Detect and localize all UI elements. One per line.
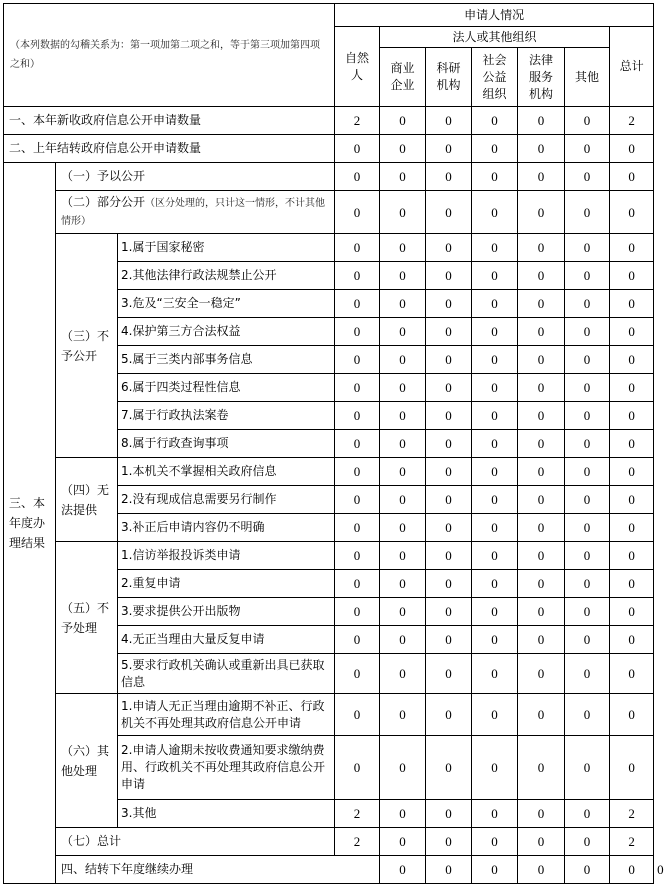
value-cell-social: 0 bbox=[472, 626, 518, 654]
value-cell-commercial: 0 bbox=[380, 654, 426, 694]
value-cell-legal-service: 0 bbox=[518, 346, 565, 374]
value-cell-social: 0 bbox=[472, 458, 518, 486]
value-cell-commercial: 0 bbox=[380, 346, 426, 374]
value-cell-other: 0 bbox=[565, 694, 610, 736]
value-cell-research: 0 bbox=[426, 570, 472, 598]
value-cell-natural-person: 2 bbox=[335, 800, 380, 828]
value-cell-legal-service: 0 bbox=[518, 514, 565, 542]
value-cell-research: 0 bbox=[426, 346, 472, 374]
value-cell-total: 0 bbox=[610, 262, 654, 290]
header-commercial: 商业企业 bbox=[380, 48, 426, 107]
value-cell-other: 0 bbox=[565, 514, 610, 542]
row-label: 2.申请人逾期未按收费通知要求缴纳费用、行政机关不再处理其政府信息公开申请 bbox=[118, 736, 335, 800]
value-cell-research: 0 bbox=[426, 514, 472, 542]
group-3-label: （三）不予公开 bbox=[56, 234, 118, 458]
value-cell-commercial: 0 bbox=[380, 458, 426, 486]
value-cell-total: 0 bbox=[610, 163, 654, 191]
value-cell-commercial: 0 bbox=[380, 430, 426, 458]
group-6-label: （六）其他处理 bbox=[56, 694, 118, 828]
value-cell-social: 0 bbox=[472, 346, 518, 374]
value-cell-social: 0 bbox=[472, 290, 518, 318]
value-cell-research: 0 bbox=[426, 402, 472, 430]
value-cell-other: 0 bbox=[565, 107, 610, 135]
header-social: 社会公益组织 bbox=[472, 48, 518, 107]
value-cell-other: 0 bbox=[565, 346, 610, 374]
value-cell-legal-service: 0 bbox=[518, 486, 565, 514]
value-cell-other: 0 bbox=[565, 458, 610, 486]
value-cell-legal-service: 0 bbox=[518, 542, 565, 570]
value-cell-legal-service: 0 bbox=[518, 694, 565, 736]
value-cell-research: 0 bbox=[426, 107, 472, 135]
row-label-main: （二）部分公开 bbox=[61, 195, 146, 209]
value-cell-natural-person: 0 bbox=[380, 856, 426, 884]
value-cell-research: 0 bbox=[426, 800, 472, 828]
value-cell-natural-person: 0 bbox=[335, 262, 380, 290]
header-research: 科研机构 bbox=[426, 48, 472, 107]
value-cell-natural-person: 0 bbox=[335, 570, 380, 598]
row-label: 1.信访举报投诉类申请 bbox=[118, 542, 335, 570]
value-cell-natural-person: 0 bbox=[335, 163, 380, 191]
value-cell-natural-person: 0 bbox=[335, 290, 380, 318]
value-cell-total: 0 bbox=[610, 430, 654, 458]
header-other: 其他 bbox=[565, 48, 610, 107]
value-cell-natural-person: 0 bbox=[335, 374, 380, 402]
row-label: 1.本机关不掌握相关政府信息 bbox=[118, 458, 335, 486]
value-cell-total: 0 bbox=[610, 570, 654, 598]
value-cell-other: 0 bbox=[565, 430, 610, 458]
value-cell-social: 0 bbox=[472, 402, 518, 430]
value-cell-legal-service: 0 bbox=[518, 290, 565, 318]
value-cell-total: 0 bbox=[610, 374, 654, 402]
value-cell-natural-person: 0 bbox=[335, 694, 380, 736]
value-cell-commercial: 0 bbox=[380, 694, 426, 736]
value-cell-commercial: 0 bbox=[380, 107, 426, 135]
value-cell-commercial: 0 bbox=[380, 234, 426, 262]
value-cell-natural-person: 0 bbox=[335, 234, 380, 262]
value-cell-research: 0 bbox=[426, 430, 472, 458]
value-cell-total: 2 bbox=[610, 107, 654, 135]
value-cell-commercial: 0 bbox=[380, 542, 426, 570]
value-cell-commercial: 0 bbox=[380, 318, 426, 346]
row-label: 二、上年结转政府信息公开申请数量 bbox=[4, 135, 335, 163]
value-cell-commercial: 0 bbox=[426, 856, 472, 884]
value-cell-commercial: 0 bbox=[380, 828, 426, 856]
value-cell-social: 0 bbox=[472, 234, 518, 262]
value-cell-research: 0 bbox=[426, 191, 472, 234]
value-cell-other: 0 bbox=[565, 135, 610, 163]
value-cell-research: 0 bbox=[426, 374, 472, 402]
value-cell-other: 0 bbox=[565, 402, 610, 430]
value-cell-commercial: 0 bbox=[380, 598, 426, 626]
value-cell-legal-service: 0 bbox=[518, 107, 565, 135]
value-cell-social: 0 bbox=[472, 828, 518, 856]
row-label: 8.属于行政查询事项 bbox=[118, 430, 335, 458]
value-cell-research: 0 bbox=[426, 828, 472, 856]
value-cell-other: 0 bbox=[565, 163, 610, 191]
value-cell-legal-service: 0 bbox=[518, 570, 565, 598]
value-cell-social: 0 bbox=[472, 191, 518, 234]
value-cell-commercial: 0 bbox=[380, 800, 426, 828]
value-cell-social: 0 bbox=[472, 736, 518, 800]
value-cell-total: 0 bbox=[610, 402, 654, 430]
value-cell-research: 0 bbox=[426, 163, 472, 191]
value-cell-research: 0 bbox=[426, 290, 472, 318]
value-cell-natural-person: 0 bbox=[335, 598, 380, 626]
value-cell-social: 0 bbox=[472, 430, 518, 458]
value-cell-legal-service: 0 bbox=[518, 191, 565, 234]
header-legal-service: 法律服务机构 bbox=[518, 48, 565, 107]
value-cell-total: 0 bbox=[610, 514, 654, 542]
value-cell-other: 0 bbox=[565, 626, 610, 654]
value-cell-natural-person: 0 bbox=[335, 486, 380, 514]
value-cell-total: 0 bbox=[610, 486, 654, 514]
value-cell-social: 0 bbox=[472, 318, 518, 346]
value-cell-social: 0 bbox=[472, 570, 518, 598]
value-cell-commercial: 0 bbox=[380, 135, 426, 163]
value-cell-natural-person: 0 bbox=[335, 626, 380, 654]
row-label bbox=[56, 191, 335, 234]
value-cell-natural-person: 0 bbox=[335, 736, 380, 800]
header-note: （本列数据的勾稽关系为：第一项加第二项之和，等于第三项加第四项之和） bbox=[4, 4, 335, 107]
row-label: 一、本年新收政府信息公开申请数量 bbox=[4, 107, 335, 135]
value-cell-natural-person: 0 bbox=[335, 458, 380, 486]
value-cell-research: 0 bbox=[426, 694, 472, 736]
value-cell-legal-service: 0 bbox=[518, 800, 565, 828]
value-cell-total: 0 bbox=[610, 736, 654, 800]
value-cell-research: 0 bbox=[426, 458, 472, 486]
value-cell-total: 0 bbox=[610, 346, 654, 374]
value-cell-natural-person: 0 bbox=[335, 346, 380, 374]
value-cell-natural-person: 0 bbox=[335, 402, 380, 430]
value-cell-social: 0 bbox=[472, 514, 518, 542]
row-label: 3.补正后申请内容仍不明确 bbox=[118, 514, 335, 542]
value-cell-legal-service: 0 bbox=[518, 402, 565, 430]
value-cell-commercial: 0 bbox=[380, 191, 426, 234]
value-cell-social: 0 bbox=[472, 135, 518, 163]
value-cell-research: 0 bbox=[426, 318, 472, 346]
row-label: 3.要求提供公开出版物 bbox=[118, 598, 335, 626]
value-cell-social: 0 bbox=[518, 856, 565, 884]
value-cell-total: 0 bbox=[610, 318, 654, 346]
section-3-label: 三、本年度办理结果 bbox=[4, 163, 56, 884]
value-cell-legal-service: 0 bbox=[518, 828, 565, 856]
value-cell-legal-service: 0 bbox=[518, 163, 565, 191]
value-cell-total: 0 bbox=[610, 626, 654, 654]
value-cell-natural-person: 2 bbox=[335, 107, 380, 135]
value-cell-research: 0 bbox=[426, 626, 472, 654]
value-cell-total: 0 bbox=[610, 191, 654, 234]
value-cell-social: 0 bbox=[472, 262, 518, 290]
header-total: 总计 bbox=[610, 27, 654, 107]
value-cell-legal-service: 0 bbox=[565, 856, 610, 884]
value-cell-other: 0 bbox=[565, 234, 610, 262]
value-cell-other: 0 bbox=[565, 800, 610, 828]
value-cell-other: 0 bbox=[565, 290, 610, 318]
value-cell-total: 0 bbox=[610, 542, 654, 570]
value-cell-legal-service: 0 bbox=[518, 654, 565, 694]
row-label: 3.危及“三安全一稳定” bbox=[118, 290, 335, 318]
value-cell-social: 0 bbox=[472, 374, 518, 402]
value-cell-commercial: 0 bbox=[380, 486, 426, 514]
row-label: 3.其他 bbox=[118, 800, 335, 828]
value-cell-legal-service: 0 bbox=[518, 234, 565, 262]
value-cell-commercial: 0 bbox=[380, 570, 426, 598]
value-cell-social: 0 bbox=[472, 107, 518, 135]
value-cell-social: 0 bbox=[472, 598, 518, 626]
value-cell-legal-service: 0 bbox=[518, 318, 565, 346]
value-cell-natural-person: 0 bbox=[335, 430, 380, 458]
row-label: 5.要求行政机关确认或重新出具已获取信息 bbox=[118, 654, 335, 694]
value-cell-commercial: 0 bbox=[380, 626, 426, 654]
value-cell-other: 0 bbox=[565, 654, 610, 694]
value-cell-other: 0 bbox=[565, 374, 610, 402]
info-disclosure-table: （本列数据的勾稽关系为：第一项加第二项之和，等于第三项加第四项之和） 申请人情况 自然人 法人或其他组织 总计 商业企业 科研机构 社会公益组织 法律服务机构 其他 一、本年新收政府信息公开申请数量 2 0 0 0 0 0 2 二、上年结转政府信息公开申请数量 0 0 0 0 0 0 0 三、本年度办理结果 （一）予以公开 0 0 0 0 0 0 0 （二）部分公开（区分处理的，只计这一情形，不计其他情形） 0 0 0 0 0 0 0 （三）不予公开 1.属于国家秘密 0 0 0 0 0 0 0 2.其他法律行政法规禁止公开 0 0 0 0 0 0 0 3.危及“三安全一稳定” 0 0 0 0 0 0 0 4.保护第三方合法权益 0 0 0 0 0 0 0 5.属于三类内部事务信息 0 0 0 0 0 0 0 6.属于四类过程性信息 0 0 0 0 0 0 0 7.属于行政执法案卷 0 0 0 0 0 0 0 8.属于行政查询事项 0 0 0 0 0 0 0 （四）无法提供 1.本机关不掌握相关政府信息 0 0 0 0 0 0 0 2.没有现成信息需要另行制作 0 0 0 0 0 0 0 3.补正后申请内容仍不明确 0 0 0 0 0 0 0 （五）不予处理 1.信访举报投诉类申请 0 0 0 0 0 0 0 2.重复申请 0 0 0 0 0 0 0 3.要求提供公开出版物 0 0 0 0 0 0 0 4.无正当理由大量反复申请 0 0 0 0 0 0 0 5.要求行政机关确认或重新出具已获取信息 0 0 0 0 0 0 0 （六）其他处理 1.申请人无正当理由逾期不补正、行政机关不再处理其政府信息公开申请 0 0 0 0 0 0 0 2.申请人逾期未按收费通知要求缴纳费用、行政机关不再处理其政府信息公开申请 0 0 0 0 0 0 0 3.其他 2 0 0 0 0 0 2 （七）总计 2 0 0 0 0 0 2 四、结转下年度继续办理 0 0 0 0 0 0 0 bbox=[3, 3, 654, 884]
value-cell-total: 0 bbox=[610, 290, 654, 318]
value-cell-research: 0 bbox=[426, 486, 472, 514]
row-label: （七）总计 bbox=[56, 828, 335, 856]
value-cell-total: 0 bbox=[610, 458, 654, 486]
value-cell-legal-service: 0 bbox=[518, 430, 565, 458]
value-cell-legal-service: 0 bbox=[518, 374, 565, 402]
value-cell-total: 0 bbox=[610, 694, 654, 736]
value-cell-legal-service: 0 bbox=[518, 458, 565, 486]
row-label: 四、结转下年度继续办理 bbox=[56, 856, 380, 884]
row-label: 2.没有现成信息需要另行制作 bbox=[118, 486, 335, 514]
value-cell-social: 0 bbox=[472, 654, 518, 694]
value-cell-commercial: 0 bbox=[380, 736, 426, 800]
value-cell-other: 0 bbox=[565, 598, 610, 626]
value-cell-other: 0 bbox=[565, 486, 610, 514]
value-cell-research: 0 bbox=[426, 542, 472, 570]
value-cell-total: 0 bbox=[610, 135, 654, 163]
value-cell-natural-person: 0 bbox=[335, 514, 380, 542]
value-cell-total: 2 bbox=[610, 828, 654, 856]
value-cell-social: 0 bbox=[472, 486, 518, 514]
value-cell-legal-service: 0 bbox=[518, 736, 565, 800]
value-cell-natural-person: 0 bbox=[335, 542, 380, 570]
value-cell-legal-service: 0 bbox=[518, 262, 565, 290]
value-cell-research: 0 bbox=[426, 234, 472, 262]
value-cell-other: 0 bbox=[610, 856, 654, 884]
value-cell-other: 0 bbox=[565, 191, 610, 234]
value-cell-research: 0 bbox=[472, 856, 518, 884]
header-applicant: 申请人情况 bbox=[335, 4, 654, 27]
row-label: 4.无正当理由大量反复申请 bbox=[118, 626, 335, 654]
value-cell-natural-person: 0 bbox=[335, 191, 380, 234]
value-cell-research: 0 bbox=[426, 598, 472, 626]
value-cell-commercial: 0 bbox=[380, 290, 426, 318]
value-cell-research: 0 bbox=[426, 262, 472, 290]
row-label: 7.属于行政执法案卷 bbox=[118, 402, 335, 430]
row-label: 6.属于四类过程性信息 bbox=[118, 374, 335, 402]
group-5-label: （五）不予处理 bbox=[56, 542, 118, 694]
value-cell-natural-person: 0 bbox=[335, 135, 380, 163]
value-cell-other: 0 bbox=[565, 262, 610, 290]
value-cell-commercial: 0 bbox=[380, 374, 426, 402]
row-label: （一）予以公开 bbox=[56, 163, 335, 191]
value-cell-natural-person: 2 bbox=[335, 828, 380, 856]
row-label: 2.重复申请 bbox=[118, 570, 335, 598]
value-cell-legal-service: 0 bbox=[518, 626, 565, 654]
value-cell-other: 0 bbox=[565, 736, 610, 800]
row-label: 5.属于三类内部事务信息 bbox=[118, 346, 335, 374]
row-label: 1.申请人无正当理由逾期不补正、行政机关不再处理其政府信息公开申请 bbox=[118, 694, 335, 736]
value-cell-legal-service: 0 bbox=[518, 598, 565, 626]
value-cell-natural-person: 0 bbox=[335, 318, 380, 346]
value-cell-total: 2 bbox=[610, 800, 654, 828]
value-cell-research: 0 bbox=[426, 736, 472, 800]
value-cell-research: 0 bbox=[426, 654, 472, 694]
value-cell-legal-service: 0 bbox=[518, 135, 565, 163]
value-cell-other: 0 bbox=[565, 318, 610, 346]
value-cell-social: 0 bbox=[472, 800, 518, 828]
header-natural-person: 自然人 bbox=[335, 27, 380, 107]
value-cell-social: 0 bbox=[472, 542, 518, 570]
value-cell-commercial: 0 bbox=[380, 402, 426, 430]
row-label: 2.其他法律行政法规禁止公开 bbox=[118, 262, 335, 290]
value-cell-other: 0 bbox=[565, 828, 610, 856]
row-label-sub: （区分处理的，只计这一情形，不计其他情形） bbox=[61, 198, 326, 227]
header-legal-org: 法人或其他组织 bbox=[380, 27, 610, 48]
value-cell-other: 0 bbox=[565, 570, 610, 598]
group-4-label: （四）无法提供 bbox=[56, 458, 118, 542]
value-cell-social: 0 bbox=[472, 694, 518, 736]
value-cell-commercial: 0 bbox=[380, 163, 426, 191]
value-cell-commercial: 0 bbox=[380, 514, 426, 542]
value-cell-total: 0 bbox=[610, 654, 654, 694]
value-cell-social: 0 bbox=[472, 163, 518, 191]
value-cell-total: 0 bbox=[610, 234, 654, 262]
value-cell-other: 0 bbox=[565, 542, 610, 570]
value-cell-natural-person: 0 bbox=[335, 654, 380, 694]
row-label: 4.保护第三方合法权益 bbox=[118, 318, 335, 346]
row-label: 1.属于国家秘密 bbox=[118, 234, 335, 262]
value-cell-commercial: 0 bbox=[380, 262, 426, 290]
value-cell-total: 0 bbox=[610, 598, 654, 626]
value-cell-research: 0 bbox=[426, 135, 472, 163]
